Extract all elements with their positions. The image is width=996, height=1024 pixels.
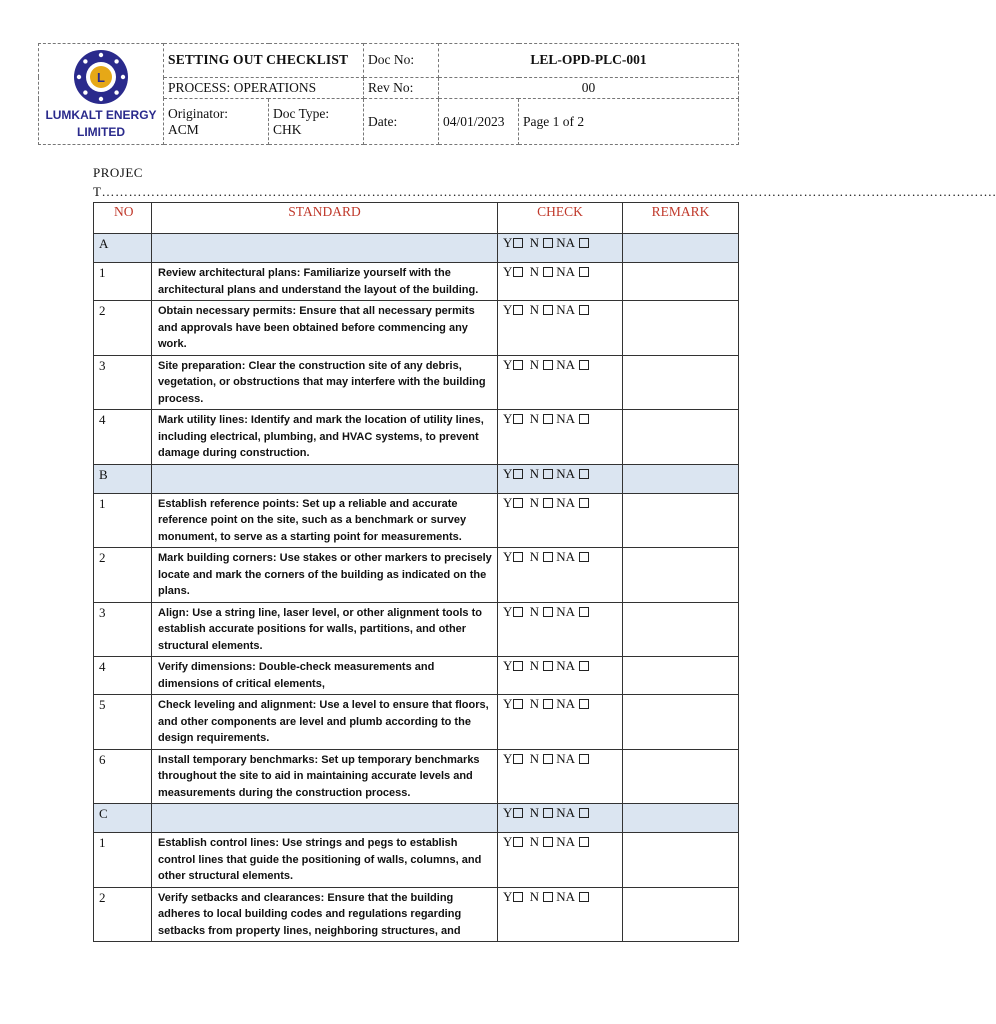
check-cell (498, 301, 623, 356)
check-cell (498, 263, 623, 301)
checklist-header-row (94, 203, 739, 234)
table-row (94, 301, 739, 356)
standard-text: Obtain necessary permits: Ensure that all necessary permits and approvals have been obtained before commencing any work. (152, 301, 498, 356)
row-number: 4 (94, 410, 152, 465)
remark-cell[interactable] (623, 410, 739, 465)
remark-cell[interactable] (623, 493, 739, 548)
row-number: B (94, 464, 152, 493)
company-logo-icon (72, 48, 130, 106)
checkbox-icon[interactable] (579, 661, 589, 671)
table-row (94, 493, 739, 548)
check-cell (498, 410, 623, 465)
checkbox-icon[interactable] (513, 661, 523, 671)
project-field[interactable]: PROJECT………………………………………………………………………………………………………………………………………………………………………………. (93, 165, 996, 199)
table-row (94, 657, 739, 695)
remark-cell[interactable] (623, 464, 739, 493)
remark-cell[interactable] (623, 263, 739, 301)
check-no-label: N (529, 696, 540, 711)
check-cell (498, 887, 623, 942)
check-no-label: N (529, 494, 540, 510)
checkbox-icon[interactable] (543, 498, 553, 508)
row-number: 3 (94, 602, 152, 657)
row-number: A (94, 234, 152, 263)
check-yes-label: Y (503, 264, 513, 279)
checkbox-icon[interactable] (513, 498, 523, 508)
row-number: 6 (94, 749, 152, 804)
standard-text: Review architectural plans: Familiarize yourself with the architectural plans and understand the layout of the building. (152, 263, 498, 301)
check-cell (498, 602, 623, 657)
checkbox-icon[interactable] (543, 661, 553, 671)
checkbox-icon[interactable] (543, 699, 553, 709)
check-cell (498, 464, 623, 493)
document-header (38, 43, 739, 145)
standard-text: Install temporary benchmarks: Set up temporary benchmarks throughout the site to aid in maintaining accurate levels and measurements during the construction process. (152, 749, 498, 804)
check-cell (498, 804, 623, 833)
checkbox-icon[interactable] (543, 305, 553, 315)
checkbox-icon[interactable] (579, 892, 589, 902)
checkbox-icon[interactable] (579, 754, 589, 764)
checkbox-icon[interactable] (579, 360, 589, 370)
row-number: 2 (94, 548, 152, 603)
table-row (94, 695, 739, 750)
standard-text: Align: Use a string line, laser level, or other alignment tools to establish accurate positions for walls, partitions, and other structural elements. (152, 602, 498, 657)
checkbox-icon[interactable] (579, 837, 589, 847)
check-yes-label: Y (503, 356, 513, 372)
check-no-label: N (529, 356, 540, 372)
rev-no-value: 00 (439, 77, 739, 98)
checkbox-icon[interactable] (513, 267, 523, 277)
checkbox-icon[interactable] (513, 808, 523, 818)
doc-type-value: CHK (273, 121, 302, 137)
checklist-table (93, 202, 739, 942)
standard-text (152, 234, 498, 263)
check-no-label: N (529, 465, 540, 481)
checkbox-icon[interactable] (579, 607, 589, 617)
check-na-label: NA (556, 888, 575, 904)
company-logo-cell (39, 44, 164, 145)
remark-cell[interactable] (623, 833, 739, 888)
table-row (94, 355, 739, 410)
remark-cell[interactable] (623, 355, 739, 410)
row-number: 4 (94, 657, 152, 695)
document-title: SETTING OUT CHECKLIST (164, 44, 364, 78)
check-cell (498, 695, 623, 750)
remark-cell[interactable] (623, 548, 739, 603)
check-na-label: NA (556, 465, 575, 481)
check-yes-label: Y (503, 494, 513, 510)
check-cell (498, 657, 623, 695)
check-yes-label: Y (503, 658, 513, 673)
section-row (94, 804, 739, 833)
table-row (94, 887, 739, 942)
checkbox-icon[interactable] (579, 808, 589, 818)
check-cell (498, 749, 623, 804)
doc-no-label: Doc No: (364, 44, 439, 78)
checkbox-icon[interactable] (513, 837, 523, 847)
check-na-label: NA (556, 549, 575, 564)
checkbox-icon[interactable] (579, 414, 589, 424)
check-na-label: NA (556, 264, 575, 279)
checkbox-icon[interactable] (579, 238, 589, 248)
standard-text: Establish control lines: Use strings and pegs to establish control lines that guide the positioning of walls, columns, and other structural elements. (152, 833, 498, 888)
date-label: Date: (364, 99, 439, 145)
check-no-label: N (529, 603, 540, 619)
remark-cell[interactable] (623, 887, 739, 942)
check-na-label: NA (556, 834, 575, 849)
row-number: 2 (94, 887, 152, 942)
standard-text: Check leveling and alignment: Use a level to ensure that floors, and other components are level and plumb according to the design requirements. (152, 695, 498, 750)
check-cell (498, 548, 623, 603)
row-number: 3 (94, 355, 152, 410)
standard-text: Mark building corners: Use stakes or other markers to precisely locate and mark the corners of the building as indicated on the plans. (152, 548, 498, 603)
check-yes-label: Y (503, 235, 513, 250)
checkbox-icon[interactable] (543, 607, 553, 617)
check-yes-label: Y (503, 411, 513, 426)
checkbox-icon[interactable] (579, 267, 589, 277)
checkbox-icon[interactable] (579, 469, 589, 479)
check-no-label: N (529, 411, 540, 426)
checkbox-icon[interactable] (513, 238, 523, 248)
standard-text: Verify dimensions: Double-check measurements and dimensions of critical elements, (152, 657, 498, 695)
standard-text: Verify setbacks and clearances: Ensure that the building adheres to local building codes and regulations regarding setbacks from property lines, neighboring structures, and (152, 887, 498, 942)
checkbox-icon[interactable] (579, 552, 589, 562)
row-number: 1 (94, 833, 152, 888)
row-number: 1 (94, 263, 152, 301)
table-row (94, 749, 739, 804)
doc-type-cell (269, 99, 364, 145)
check-cell (498, 355, 623, 410)
check-yes-label: Y (503, 549, 513, 564)
checkbox-icon[interactable] (543, 892, 553, 902)
check-no-label: N (529, 750, 540, 766)
check-na-label: NA (556, 411, 575, 426)
doc-type-label: Doc Type: (273, 105, 330, 121)
check-cell (498, 493, 623, 548)
table-row (94, 548, 739, 603)
checkbox-icon[interactable] (543, 360, 553, 370)
check-cell (498, 234, 623, 263)
checkbox-icon[interactable] (543, 238, 553, 248)
column-header-remark: REMARK (623, 203, 739, 234)
checkbox-icon[interactable] (513, 607, 523, 617)
table-row (94, 602, 739, 657)
checkbox-icon[interactable] (513, 469, 523, 479)
section-row (94, 464, 739, 493)
remark-cell[interactable] (623, 657, 739, 695)
standard-text (152, 804, 498, 833)
remark-cell[interactable] (623, 301, 739, 356)
page-number: Page 1 of 2 (519, 99, 739, 145)
checkbox-icon[interactable] (513, 414, 523, 424)
checkbox-icon[interactable] (579, 699, 589, 709)
check-no-label: N (529, 549, 540, 564)
checkbox-icon[interactable] (513, 892, 523, 902)
checkbox-icon[interactable] (579, 305, 589, 315)
column-header-standard: STANDARD (152, 203, 498, 234)
column-header-check: CHECK (498, 203, 623, 234)
check-yes-label: Y (503, 465, 513, 481)
section-row (94, 234, 739, 263)
checkbox-icon[interactable] (513, 360, 523, 370)
check-na-label: NA (556, 805, 575, 820)
svg-text:L: L (97, 70, 105, 85)
check-no-label: N (529, 805, 540, 820)
table-row (94, 833, 739, 888)
company-name-line2: LIMITED (77, 125, 125, 139)
check-yes-label: Y (503, 834, 513, 849)
checkbox-icon[interactable] (513, 552, 523, 562)
checkbox-icon[interactable] (513, 699, 523, 709)
check-na-label: NA (556, 750, 575, 766)
process-label: PROCESS: OPERATIONS (164, 77, 364, 98)
checkbox-icon[interactable] (543, 552, 553, 562)
remark-cell[interactable] (623, 804, 739, 833)
check-cell (498, 833, 623, 888)
standard-text: Site preparation: Clear the construction site of any debris, vegetation, or obstructions that may interfere with the building process. (152, 355, 498, 410)
check-yes-label: Y (503, 603, 513, 619)
row-number: 2 (94, 301, 152, 356)
check-na-label: NA (556, 235, 575, 250)
checkbox-icon[interactable] (543, 837, 553, 847)
table-row (94, 410, 739, 465)
standard-text: Establish reference points: Set up a reliable and accurate reference point on the site, such as a benchmark or survey monument, to serve as a starting point for measurements. (152, 493, 498, 548)
date-value: 04/01/2023 (439, 99, 519, 145)
check-no-label: N (529, 888, 540, 904)
standard-text (152, 464, 498, 493)
row-number: 5 (94, 695, 152, 750)
check-na-label: NA (556, 302, 575, 317)
originator-value: ACM (168, 121, 199, 137)
rev-no-label: Rev No: (364, 77, 439, 98)
standard-text: Mark utility lines: Identify and mark the location of utility lines, including electrical, plumbing, and HVAC systems, to prevent damage during construction. (152, 410, 498, 465)
checkbox-icon[interactable] (579, 498, 589, 508)
table-row (94, 263, 739, 301)
checkbox-icon[interactable] (543, 469, 553, 479)
checkbox-icon[interactable] (543, 754, 553, 764)
checkbox-icon[interactable] (543, 414, 553, 424)
column-header-no: NO (94, 203, 152, 234)
check-yes-label: Y (503, 302, 513, 317)
check-na-label: NA (556, 356, 575, 372)
checkbox-icon[interactable] (513, 305, 523, 315)
originator-label: Originator: (168, 105, 228, 121)
company-name-line1: LUMKALT ENERGY (45, 108, 157, 122)
remark-cell[interactable] (623, 234, 739, 263)
doc-no-value: LEL-OPD-PLC-001 (439, 44, 739, 78)
row-number: 1 (94, 493, 152, 548)
check-no-label: N (529, 834, 540, 849)
check-yes-label: Y (503, 888, 513, 904)
checklist-body (94, 234, 739, 942)
remark-cell[interactable] (623, 749, 739, 804)
check-yes-label: Y (503, 696, 513, 711)
check-no-label: N (529, 264, 540, 279)
remark-cell[interactable] (623, 695, 739, 750)
check-na-label: NA (556, 696, 575, 711)
check-na-label: NA (556, 658, 575, 673)
check-yes-label: Y (503, 750, 513, 766)
originator-cell (164, 99, 269, 145)
check-no-label: N (529, 235, 540, 250)
remark-cell[interactable] (623, 602, 739, 657)
check-no-label: N (529, 302, 540, 317)
checkbox-icon[interactable] (543, 808, 553, 818)
check-no-label: N (529, 658, 540, 673)
check-na-label: NA (556, 603, 575, 619)
checkbox-icon[interactable] (543, 267, 553, 277)
check-na-label: NA (556, 494, 575, 510)
check-yes-label: Y (503, 805, 513, 820)
checkbox-icon[interactable] (513, 754, 523, 764)
row-number: C (94, 804, 152, 833)
